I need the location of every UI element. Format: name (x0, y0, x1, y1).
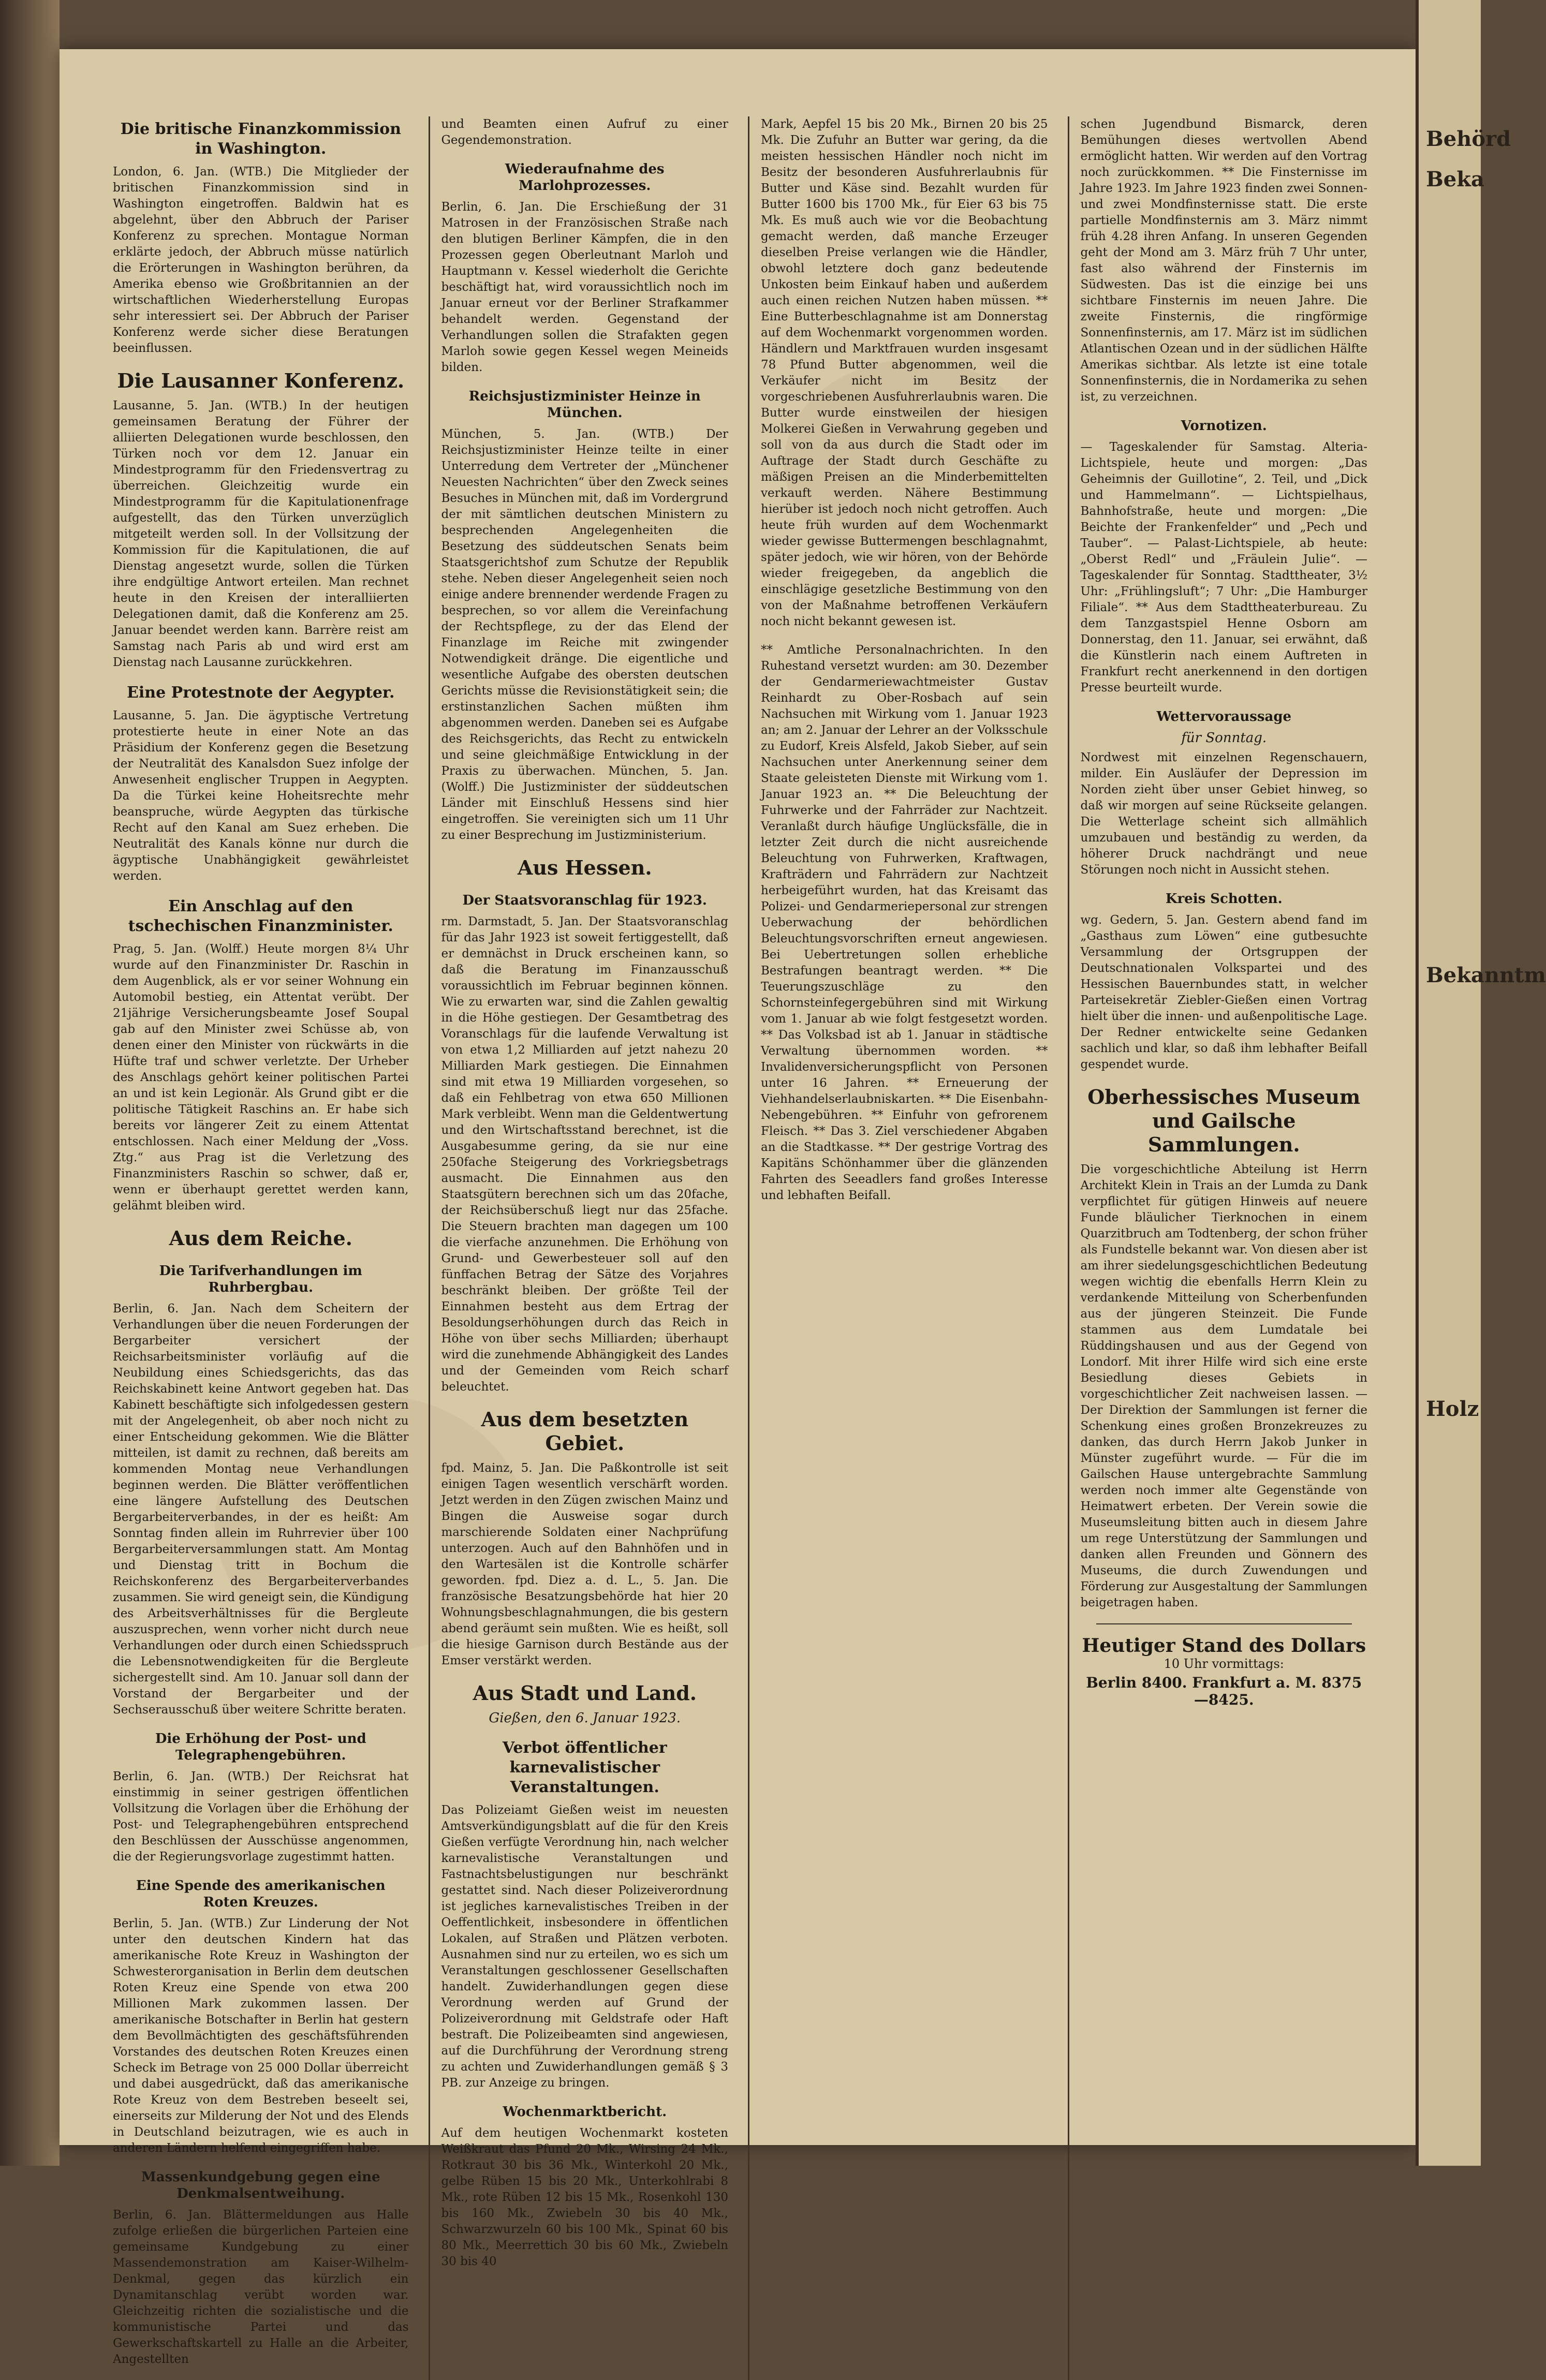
divider (1096, 1623, 1352, 1624)
article (113, 1226, 409, 1250)
column-3 (748, 116, 1052, 2380)
newspaper-page (60, 49, 1416, 2366)
article-headline: Aus dem besetzten Gebiet. (481, 1408, 689, 1455)
dollar-rate-box (1081, 1623, 1368, 1708)
article-body: rm. Darmstadt, 5. Jan. Der Staatsvoranschlag für das Jahr 1923 ist soweit fertiggestellt, daß er demnächst in Druck erscheinen kann, so daß die Beratung im Finanzausschuß voraussichtlich im Februar beginnen können. Wie zu erwarten war, sind die Zahlen gewaltig in die Höhe gestiegen. Der Gesamtbetrag des Voranschlags für die laufende Verwaltung ist von etwa 1,2 Milliarden auf jetzt nahezu 20 Milliarden Mark gestiegen. Die Einnahmen sind mit etwa 19 Milliarden vorgesehen, so daß ein Fehlbetrag von etwa 650 Millionen Mark verbleibt. Wenn man die Geldentwertung und den Wirtschaftsstand berechnet, ist die Ausgabesumme gering, da sie nur eine 250fache Steigerung des Vorkriegsbetrags ausmacht. Die Einnahmen aus den Staatsgütern berechnen sich um das 20fache, der Reichsüberschuß liegt nur das 25fache. Die Steuern brachten man dagegen um 100 die vierfache anzunehmen. Die Erhöhung von Grund- und Gewerbesteuer soll auf den fünffachen Betrag der Sätze des Vorjahres beschränkt bleiben. Der größte Teil der Einnahmen besteht aus dem Ertrag der Besoldungserhöhungen durch das Reich in Höhe von über sechs Milliarden; überhaupt wird die zunehmende Abhängigkeit des Landes und der Gemeinden vom Reich scharf beleuchtet. (441, 915, 728, 1394)
article-headline: Massenkundgebung gegen eine Denkmalsentweihung. (141, 2169, 380, 2201)
article (113, 120, 409, 357)
column-1 (109, 116, 413, 2380)
article (441, 1738, 729, 2091)
article (441, 892, 729, 1395)
binding-edge (0, 0, 60, 2166)
article-headline: Die Erhöhung der Post- und Telegraphengebühren. (155, 1731, 366, 1763)
fragment-heading: Bekanntm (1426, 963, 1546, 987)
article (113, 1263, 409, 1718)
article-headline: Reichsjustizminister Heinze in München. (468, 389, 701, 421)
article-body: Mark, Aepfel 15 bis 20 Mk., Birnen 20 bis 25 Mk. Die Zufuhr an Butter war gering, da die meisten hessischen Händler noch nicht im Besitz der besonderen Ausfuhrerlaubnis für Butter und Käse sind. Bezahlt wurden für Butter 1600 bis 1700 Mk., für Eier 63 bis 75 Mk. Es muß auch wie vor die Beobachtung gemacht werden, daß manche Erzeuger dieselben Preise verlangen wie die Händler, obwohl letztere doch ganz bedeutende Unkosten beim Einkauf haben und außerdem auch einen reichen Nutzen haben müssen. ** Eine Butterbeschlagnahme ist am Donnerstag auf dem Wochenmarkt vorgenommen worden. Händlern und Marktfrauen wurden insgesamt 78 Pfund Butter abgenommen, weil die Verkäufer nicht im Besitz der vorgeschriebenen Ausfuhrerlaubnis waren. Die Butter wurde einstweilen der hiesigen Molkerei Gießen in Verwahrung gegeben und soll von da aus durch die Stadt oder im Auftrage der Stadt durch Geschäfte zu mäßigen Preisen an die Minderbemittelten verkauft werden. Nähere Bestimmung hierüber ist jedoch noch nicht getroffen. Auch heute früh wurden auf dem Wochenmarkt wieder gewisse Buttermengen beschlagnahmt, später jedoch, wie wir hören, von der Behörde wieder freigegeben, da angeblich die einschlägige gesetzliche Bestimmung von den von der Maßnahme betroffenen Verkäufern noch nicht bekannt gewesen ist. (761, 117, 1048, 628)
article-body: Berlin, 5. Jan. (WTB.) Zur Linderung der Not unter den deutschen Kindern hat das amerikanische Rote Kreuz in Washington der Schwesterorganisation in Berlin dem deutschen Roten Kreuz eine Spende von etwa 200 Millionen Mark zukommen lassen. Der amerikanische Botschafter in Berlin hat gestern dem Bevollmächtigten des geschäftsführenden Vorstandes des deutschen Roten Kreuzes einen Scheck im Betrage von 25 000 Dollar überreicht und dabei ausgedrückt, daß das amerikanische Rote Kreuz von dem Bestreben beseelt sei, einerseits zur Milderung der Not und des Elends in Deutschland beizutragen, wie es auch in anderen Ländern helfend eingegriffen habe. (113, 1917, 409, 2155)
article-headline: Vornotizen. (1181, 418, 1267, 434)
article (113, 1731, 409, 1865)
article (113, 2169, 409, 2368)
article-body: Das Polizeiamt Gießen weist im neuesten Amtsverkündigungsblatt auf die für den Kreis Gießen verfügte Verordnung hin, nach welcher karnevalistische Veranstaltungen und Fastnachtsbelustigungen nur beschränkt gestattet sind. Nach dieser Polizeiverordnung ist jegliches karnevalistisches Treiben in der Oeffentlichkeit, insbesondere in öffentlichen Lokalen, auf Straßen und Plätzen verboten. Ausnahmen sind nur zu erteilen, wo es sich um Veranstaltungen geschlossener Gesellschaften handelt. Zuwiderhandlungen gegen diese Verordnung werden auf Grund der Polizeiverordnung mit Geldstrafe oder Haft bestraft. Die Polizeibeamten sind angewiesen, auf die Durchführung der Verordnung streng zu achten und Zuwiderhandlungen gemäß § 3 PB. zur Anzeige zu bringen. (441, 1804, 728, 2090)
article-headline: Der Staatsvoranschlag für 1923. (462, 893, 707, 908)
article-headline: Aus dem Reiche. (169, 1226, 352, 1250)
dateline: Gießen, den 6. Januar 1923. (489, 1710, 681, 1726)
dateline: für Sonntag. (1181, 730, 1267, 746)
dollar-rate-value: Berlin 8400. Frankfurt a. M. 8375—8425. (1086, 1674, 1362, 1708)
article-body: London, 6. Jan. (WTB.) Die Mitglieder der britischen Finanzkommission sind in Washington eingetroffen. Baldwin hat es abgelehnt, über den Abbruch der Pariser Konferenz zu sprechen. Montague Norman erklärte jedoch, der Abbruch müsse natürlich die Erörterungen in Washington berühren, da Amerika ebenso wie Großbritannien an der wirtschaftlichen Wiederherstellung Europas sehr interessiert sei. Der Abbruch der Pariser Konferenz werde sicher diese Beratungen beeinflussen. (113, 165, 409, 355)
columns (109, 116, 1372, 2366)
dollar-title: Heutiger Stand des Dollars (1082, 1635, 1366, 1657)
article (1081, 891, 1368, 1073)
fragment-heading: Holz (1426, 1397, 1479, 1421)
article (113, 897, 409, 1214)
article (1081, 708, 1368, 878)
article-body: Prag, 5. Jan. (Wolff.) Heute morgen 8¼ Uhr wurde auf den Finanzminister Dr. Raschin in dem Augenblick, als er vor seiner Wohnung ein Automobil bestieg, ein Attentat verübt. Der 21jährige Versicherungsbeamte Josef Soupal gab auf den Minister zwei Schüsse ab, von denen einer den Minister von rückwärts in die Hüfte traf und schwer verletzte. Der Urheber des Anschlags gehört keiner politischen Partei an und ist kein Legionär. Als Grund gibt er die politische Tätigkeit Raschins an. Er habe sich bereits vor längerer Zeit zu einem Attentat entschlossen. Nach einer Meldung der „Voss. Ztg.“ aus Prag ist die Verletzung des Finanzministers Raschin so schwer, daß er, wenn er überhaupt gerettet werden kann, gelähmt bleiben wird. (113, 942, 409, 1213)
article-headline: Verbot öffentlicher karnevalistischer Veranstaltungen. (502, 1739, 667, 1796)
article-body: ** Amtliche Personalnachrichten. In den Ruhestand versetzt wurden: am 30. Dezember der Gendarmeriewachtmeister Gustav Reinhardt zu Ober-Rosbach auf sein Nachsuchen mit Wirkung vom 1. Januar 1923 an; am 2. Januar der Lehrer an der Volksschule zu Eudorf, Kreis Alsfeld, Jakob Sieber, auf sein Nachsuchen unter Anerkennung seiner dem Staate geleisteten Dienste mit Wirkung vom 1. Januar 1923 an. ** Die Beleuchtung der Fuhrwerke und der Fahrräder zur Nachtzeit. Veranlaßt durch häufige Unglücksfälle, die in letzter Zeit durch die nicht ausreichende Beleuchtung von Fuhrwerken, Kraftwagen, Krafträdern und Fahrrädern zur Nachtzeit herbeigeführt wurden, hat das Kreisamt das Polizei- und Gendarmeriepersonal zur strengen Ueberwachung der behördlichen Beleuchtungsvorschriften erneut angewiesen. Bei Uebertretungen sollen erhebliche Bestrafungen beantragt werden. ** Die Teuerungszuschläge zu den Schornsteinfegergebühren sind mit Wirkung vom 1. Januar ab wie folgt festgesetzt worden. ** Das Volksbad ist ab 1. Januar in städtische Verwaltung übernommen worden. ** Invalidenversicherungspflicht von Personen unter 16 Jahren. ** Erneuerung der Viehhandelserlaubniskarten. ** Die Eisenbahn-Nebengebühren. ** Einfuhr von gefrorenem Fleisch. ** Das 3. Ziel verschiedener Abgaben an die Stadtkasse. ** Der gestrige Vortrag des Kapitäns Schönhammer über die glänzenden Fahrten des Seeadlers fand großes Interesse und lebhaften Beifall. (761, 643, 1048, 1202)
article (1081, 418, 1368, 696)
article-body: München, 5. Jan. (WTB.) Der Reichsjustizminister Heinze teilte in einer Unterredung dem Vertreter der „Münchener Neuesten Nachrichten“ über den Zweck seines Besuches in München mit, daß im Vordergrund der mit sämtlichen deutschen Ministern zu besprechenden Angelegenheiten die Besetzung des süddeutschen Senats beim Staatsgerichtshof zum Schutze der Republik stehe. Neben dieser Angelegenheit seien noch einige andere brennender werdende Fragen zu besprechen, so vor allem die Vereinfachung der Rechtspflege, zu der das Elend der Finanzlage im Reiche mit zwingender Notwendigkeit dränge. Die eigentliche und wesentliche Aufgabe des obersten deutschen Gerichts müsse die Revisionstätigkeit sein; die erstinstanzlichen Sachen müßten ihm abgenommen werden. Daneben sei es Aufgabe des Reichsgerichts, das Recht zu entwickeln und seine gleichmäßige Entwicklung in der Praxis zu überwachen. München, 5. Jan. (Wolff.) Die Justizminister der süddeutschen Länder mit Einschluß Hessens sind hier eingetroffen. Sie vereinigten sich um 11 Uhr zu einer Besprechung im Justizministerium. (441, 427, 728, 842)
article (113, 683, 409, 884)
article-headline: Aus Hessen. (517, 856, 652, 879)
article (761, 116, 1048, 630)
article-body: schen Jugendbund Bismarck, deren Bemühungen dieses wertvollen Abend ermöglicht hatten. Wir werden auf den Vortrag noch zurückkommen. ** Die Finsternisse im Jahre 1923. Im Jahre 1923 finden zwei Sonnen- und zwei Mondfinsternisse statt. Die erste partielle Mondfinsternis am 3. März nimmt früh 4.28 ihren Anfang. In unseren Gegenden geht der Mond am 3. März früh 7 Uhr unter, fast also während der Finsternis im Südwesten. Das ist die einzige bei uns sichtbare Finsternis im neuen Jahre. Die zweite Finsternis, die ringförmige Sonnenfinsternis, am 17. März ist im südlichen Atlantischen Ozean und in der südlichen Hälfte Amerikas sichtbar. Als letzte ist eine totale Sonnenfinsternis, die in Nordamerika zu sehen ist, zu verzeichnen. (1080, 117, 1367, 404)
article (761, 642, 1048, 1204)
article-body: Berlin, 6. Jan. Blättermeldungen aus Halle zufolge erließen die bürgerlichen Parteien eine gemeinsame Kundgebung zu einer Massendemonstration am Kaiser-Wilhelm-Denkmal, gegen das kürzlich ein Dynamitanschlag verübt worden war. Gleichzeitig richten die sozialistische und die kommunistische Partei und das Gewerkschaftskartell zu Halle an die Arbeiter, Angestellten (113, 2208, 409, 2366)
article-body: und Beamten einen Aufruf zu einer Gegendemonstration. (441, 117, 728, 147)
article-body: Die vorgeschichtliche Abteilung ist Herrn Architekt Klein in Trais an der Lumda zu Dank verpflichtet für gütigen Hinweis auf neuere Funde bläulicher Tierknochen in einem Quarzitbruch am Todtenberg, der schon früher als Fundstelle bekannt war. Von diesen aber ist am ihrer siedelungsgeschichtlichen Bedeutung wegen wichtig die ebenfalls Herrn Klein zu verdankende Mitteilung von Scherbenfunden aus der jüngeren Steinzeit. Die Funde stammen aus dem Lumdatale bei Rüddingshausen und aus der Gegend von Londorf. Mit ihrer Hilfe wird sich eine erste Besiedlung dieses Gebiets in vorgeschichtlicher Zeit nachweisen lassen. — Der Direktion der Sammlungen ist ferner die Schenkung eines großen Bronzekreuzes zu danken, das durch Herrn Jakob Junker in Münster zugeführt wurde. — Für die im Gailschen Hause untergebrachte Sammlung werden noch immer alte Gegenstände von Heimatwert erbeten. Der Verein sowie die Museumsleitung bitten auch in diesem Jahre um rege Unterstützung der Sammlungen und danken allen Freunden und Gönnern des Museums, die durch Zuwendungen und Förderung zur Ausgestaltung der Sammlungen beigetragen haben. (1080, 1163, 1367, 1609)
article-headline: Die britische Finanzkommission in Washington. (120, 120, 401, 158)
article-headline: Ein Anschlag auf den tschechischen Finanzminister. (128, 897, 393, 935)
article-body: Nordwest mit einzelnen Regenschauern, milder. Ein Ausläufer der Depression im Norden zieht über unser Gebiet hinweg, so daß wir morgen auf seine Rückseite gelangen. Die Wetterlage scheint sich allmählich umzubauen und beständig zu werden, da höherer Druck nachdrängt und neue Störungen noch nicht in Aussicht stehen. (1080, 751, 1367, 877)
article-body: Berlin, 6. Jan. (WTB.) Der Reichsrat hat einstimmig in seiner gestrigen öffentlichen Vollsitzung die Vorlagen über die Erhöhung der Post- und Telegraphengebühren entsprechend den Beschlüssen der Ausschüsse angenommen, die der Regierungsvorlage zugestimmt hatten. (113, 1770, 409, 1864)
article-body: Berlin, 6. Jan. Die Erschießung der 31 Matrosen in der Französischen Straße nach den blutigen Berliner Kämpfen, die in den Prozessen gegen Oberleutnant Marloh und Hauptmann v. Kessel wiederholt die Gerichte beschäftigt hat, wird voraussichtlich noch im Januar erneut vor der Berliner Strafkammer behandelt werden. Gegenstand der Verhandlungen sollen die Strafakten gegen Marloh sowie gegen Kessel wegen Meineids bilden. (441, 200, 728, 374)
article-headline: Kreis Schotten. (1165, 891, 1283, 907)
dateline: 10 Uhr vormittags: (1164, 1657, 1284, 1671)
article-headline: Wettervoraussage (1156, 709, 1292, 725)
article-headline: Die Tarifverhandlungen im Ruhrbergbau. (159, 1263, 362, 1295)
article-headline: Aus Stadt und Land. (473, 1681, 697, 1705)
article-body: Auf dem heutigen Wochenmarkt kosteten Weißkraut das Pfund 20 Mk., Wirsing 24 Mk., Rotkraut 30 bis 36 Mk., Winterkohl 20 Mk., gelbe Rüben 15 bis 20 Mk., Unterkohlrabi 8 Mk., rote Rüben 12 bis 15 Mk., Rosenkohl 130 bis 160 Mk., Zwiebeln 30 bis 40 Mk., Schwarzwurzeln 60 bis 100 Mk., Spinat 60 bis 80 Mk., Meerrettich 30 bis 60 Mk., Zwiebeln 30 bis 40 (441, 2126, 728, 2268)
article-body: Lausanne, 5. Jan. (WTB.) In der heutigen gemeinsamen Beratung der Führer der alliierten Delegationen wurde beschlossen, den Türken noch vor dem 12. Januar ein Mindestprogramm für den Friedensvertrag zu überreichen. Gleichzeitig wurde ein Mindestprogramm für die Kapitulationenfrage aufgestellt, das den Türken unverzüglich mitgeteilt werden soll. In der Vollsitzung der Kommission für die Kapitulationen, die auf Dienstag angesetzt wurde, sollen die Türken ihre endgültige Antwort erteilen. Man rechnet heute in den Kreisen der interalliierten Delegationen damit, daß die Konferenz am 25. Januar beendet werden kann. Barrère reist am Samstag nach Paris ab und wird erst am Dienstag nach Lausanne zurückkehren. (113, 399, 409, 669)
article-headline: Eine Spende des amerikanischen Roten Kreuzes. (136, 1878, 386, 1910)
article-body: Berlin, 6. Jan. Nach dem Scheitern der Verhandlungen über die neuen Forderungen der Bergarbeiter versichert der Reichsarbeitsminister vorläufig auf die Neubildung eines Schiedsgerichts, das das Reichskabinett keine Antwort gegeben hat. Das Kabinett beschäftigte sich infolgedessen gestern mit der Angelegenheit, ob aber noch nicht zu einer Entscheidung gekommen. Wie die Blätter mitteilen, ist damit zu rechnen, daß bereits am kommenden Montag neue Verhandlungen beginnen werden. Die Blätter veröffentlichen eine längere Aufstellung des Deutschen Bergarbeiterverbandes, in der es heißt: Am Sonntag finden allein im Ruhrrevier über 100 Bergarbeiterversammlungen statt. Am Montag und Dienstag tritt in Bochum die Reichskonferenz des Bergarbeiterverbandes zusammen. Sie wird geneigt sein, die Kündigung des Arbeitsverhältnisses für die Bergleute auszusprechen, wenn vorher nicht durch neue Verhandlungen oder durch einen Schiedsspruch die Lebensnotwendigkeiten für die Bergleute sichergestellt sind. Am 10. Januar soll dann der Vorstand der Bergarbeiter und der Sechserausschuß über weitere Schritte beraten. (113, 1302, 409, 1717)
article-headline: Wiederaufnahme des Marlohprozesses. (505, 161, 665, 194)
article-headline: Wochenmarktbericht. (503, 2104, 667, 2120)
article (441, 2104, 729, 2270)
article-body: wg. Gedern, 5. Jan. Gestern abend fand im „Gasthaus zum Löwen“ eine gutbesuchte Versammlung der Ortsgruppen der Deutschnationalen Volkspartei und des Hessischen Bauernbundes statt, in welcher Parteisekretär Ziebler-Gießen einen Vortrag hielt über die innen- und außenpolitische Lage. Der Redner entwickelte seine Gedanken sachlich und klar, so daß ihm lebhafter Beifall gespendet wurde. (1080, 913, 1367, 1071)
article-body: fpd. Mainz, 5. Jan. Die Paßkontrolle ist seit einigen Tagen wesentlich verschärft worden. Jetzt werden in den Zügen zwischen Mainz und Bingen die Ausweise sogar durch marschierende Soldaten einer Nachprüfung unterzogen. Auch auf den Bahnhöfen und in den Wartesälen ist die Kontrolle schärfer geworden. fpd. Diez a. d. L., 5. Jan. Die französische Besatzungsbehörde hat hier 20 Wohnungsbeschlagnahmungen, die bis gestern abend geräumt sein mußten. Wie es heißt, soll die hiesige Garnison durch Bestände aus der Emser verstärkt werden. (441, 1461, 728, 1667)
article (441, 1408, 729, 1669)
article-headline: Oberhessisches Museum und Gailsche Sammlungen. (1087, 1085, 1361, 1156)
article (441, 116, 729, 149)
column-2 (429, 116, 733, 2380)
article-body: Lausanne, 5. Jan. Die ägyptische Vertretung protestierte heute in einer Note an das Präsidium der Konferenz gegen die Besetzung der Neutralität des Kanalsdon Suez infolge der Anwesenheit englischer Truppen in Aegypten. Da die Türkei keine Hoheitsrechte mehr beanspruche, würde Aegypten das türkische Recht auf den Kanal am Suez erheben. Die Neutralität des Kanals könne nur durch die ägyptische Unabhängigkeit gewährleistet werden. (113, 709, 409, 883)
article (441, 856, 729, 880)
article-body: — Tageskalender für Samstag. Alteria-Lichtspiele, heute und morgen: „Das Geheimnis der Guillotine“, 2. Teil, und „Dick und Hammelmann“. — Lichtspielhaus, Bahnhofstraße, heute und morgen: „Die Beichte der Frankenfelder“ und „Pech und Tauber“. — Palast-Lichtspiele, ab heute: „Oberst Redl“ und „Fräulein Julie“. — Tageskalender für Sonntag. Stadttheater, 3½ Uhr: „Frühlingsluft“; 7 Uhr: „Die Hamburger Filiale“. ** Aus dem Stadttheaterbureau. Zu dem Tanzgastspiel Henne Osborn am Donnerstag, den 11. Januar, sei erwähnt, daß die Künstlerin nach einem Auftreten in Frankfurt recht anerkennend in den dortigen Presse beurteilt wurde. (1080, 440, 1367, 694)
column-4 (1068, 116, 1372, 2380)
article-headline: Die Lausanner Konferenz. (117, 369, 405, 392)
article (1081, 116, 1368, 405)
article (1081, 1085, 1368, 1611)
fragment-heading: Beka (1426, 167, 1484, 191)
article (441, 388, 729, 844)
article-headline: Eine Protestnote der Aegypter. (127, 684, 395, 702)
article (113, 1878, 409, 2156)
adjacent-page-fragment (1416, 0, 1546, 2166)
article (441, 1681, 729, 1726)
article (441, 161, 729, 376)
article (113, 369, 409, 671)
fragment-heading: Behörd (1426, 127, 1511, 151)
